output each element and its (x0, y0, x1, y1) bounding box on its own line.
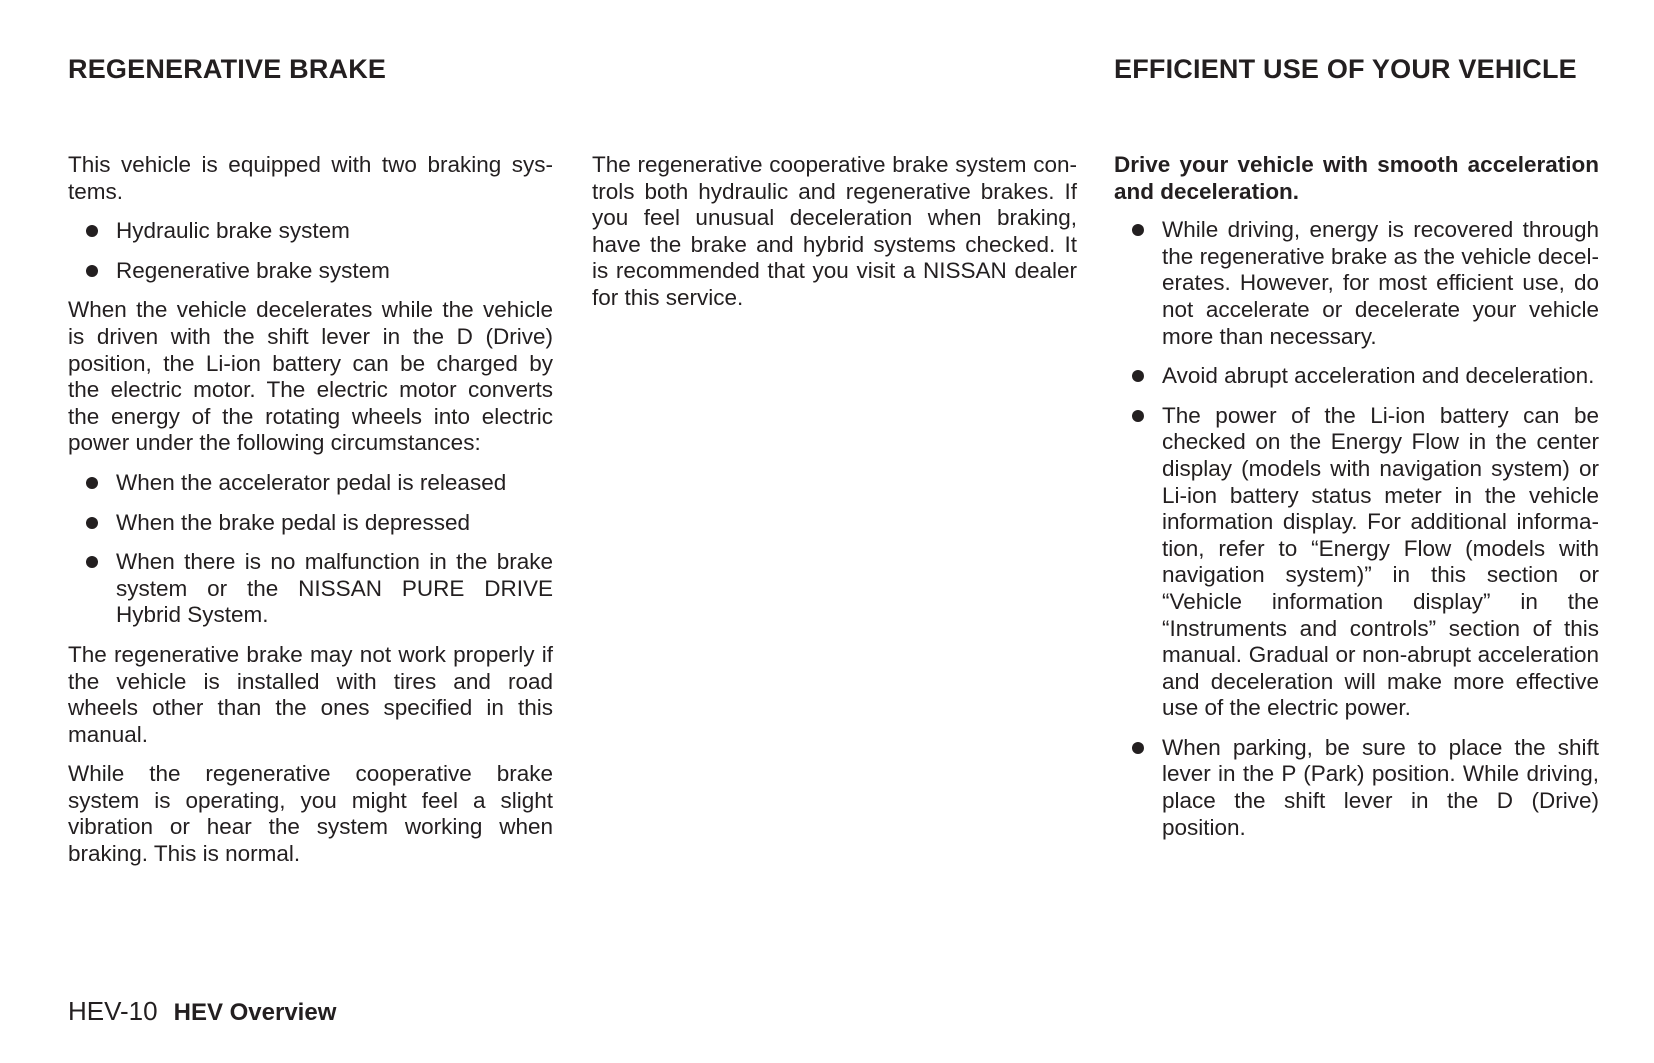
deceleration-paragraph: When the vehicle decelerates while the vehicle is driven with the shift lever in the D (Drive) position, the Li-ion battery can be charged by the electric motor. The electric motor converts the energy of the rotating wheels into electric power under the following circumstances: (68, 297, 553, 456)
smooth-driving-heading: Drive your vehicle with smooth acceleration and deceleration. (1114, 152, 1599, 204)
list-item (1114, 403, 1599, 722)
list-item-text: Hydraulic brake system (116, 218, 350, 244)
bullet-icon (86, 477, 98, 489)
column-efficient-use (1114, 152, 1599, 854)
list-item (1114, 735, 1599, 841)
bullet-icon (86, 265, 98, 277)
vibration-paragraph: While the regenerative cooperative brake system is operating, you might feel a slight vibration or hear the system working when braking. This is normal. (68, 761, 553, 867)
list-item (68, 549, 553, 629)
list-item-text: When the accelerator pedal is released (116, 469, 507, 495)
section-heading-regenerative-brake: REGENERATIVE BRAKE (68, 54, 387, 84)
list-item (68, 218, 553, 245)
column-cooperative-brake (592, 152, 1077, 325)
tires-paragraph: The regenerative brake may not work properly if the vehicle is installed with tires and road wheels other than the ones specified in this manual. (68, 641, 553, 747)
list-item (68, 470, 553, 497)
bullet-icon (1132, 224, 1144, 236)
list-item-text: The power of the Li-ion battery can be checked on the Energy Flow in the center display (models with navigation system) or Li-ion battery status meter in the vehicle information display. For additional information, refer to “Energy Flow (models with navigation system)” in this section or “Vehicle information display” in the “Instruments and controls” section of this manual. Gradual or non-abrupt acceleration and deceleration will make more effective use of the electric power. (1162, 402, 1599, 721)
list-item (68, 510, 553, 537)
list-item (1114, 217, 1599, 350)
column-regenerative-brake (68, 152, 553, 881)
bullet-icon (1132, 410, 1144, 422)
list-item (68, 258, 553, 285)
bullet-icon (86, 517, 98, 529)
bullet-icon (86, 225, 98, 237)
cooperative-brake-paragraph: The regenerative cooperative brake system controls both hydraulic and regenerative brakes. If you feel unusual deceleration when braking, have the brake and hybrid systems checked. It is recommended that you visit a NISSAN dealer for this service. (592, 152, 1077, 310)
bullet-icon (86, 556, 98, 568)
intro-paragraph: This vehicle is equipped with two braking systems. (68, 152, 553, 204)
bullet-icon (1132, 742, 1144, 754)
list-item-text: Avoid abrupt acceleration and deceleration. (1162, 363, 1595, 389)
section-heading-efficient-use: EFFICIENT USE OF YOUR VEHICLE (1114, 54, 1577, 84)
efficiency-tips-list (1114, 217, 1599, 841)
list-item (1114, 363, 1599, 390)
circumstances-list (68, 470, 553, 629)
list-item-text: When the brake pedal is depressed (116, 509, 470, 535)
list-item-text: When there is no malfunction in the brake system or the NISSAN PURE DRIVE Hybrid System. (116, 549, 553, 628)
footer-section-name: HEV Overview (173, 999, 337, 1026)
list-item-text: While driving, energy is recovered through the regenerative brake as the vehicle decelerates. However, for most efficient use, do not accelerate or decelerate your vehicle more than necessary. (1162, 217, 1599, 349)
bullet-icon (1132, 370, 1144, 382)
list-item-text: When parking, be sure to place the shift lever in the P (Park) position. While driving, place the shift lever in the D (Drive) position. (1162, 734, 1599, 840)
list-item-text: Regenerative brake system (116, 257, 390, 283)
page-number: HEV-10 (68, 996, 158, 1026)
page-footer (68, 996, 336, 1027)
braking-systems-list (68, 218, 553, 284)
